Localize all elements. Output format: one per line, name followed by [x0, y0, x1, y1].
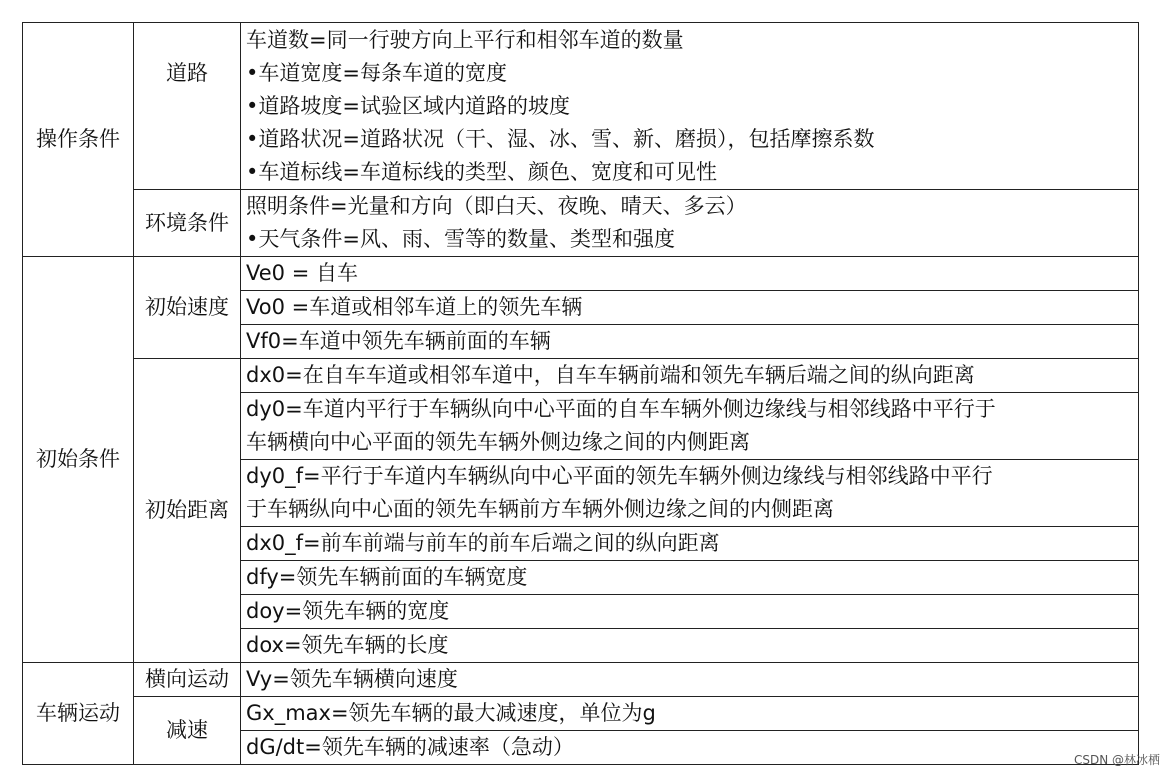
description-line: 照明条件=光量和方向（即白天、夜晚、晴天、多云） — [246, 194, 747, 218]
description-cell: dx0=在自车车道或相邻车道中，自车车辆前端和领先车辆后端之间的纵向距离 — [241, 359, 1139, 393]
description-cell — [241, 190, 1139, 257]
description-cell: dfy=领先车辆前面的车辆宽度 — [241, 561, 1139, 595]
table-row — [23, 23, 1139, 190]
description-line: •天气条件=风、雨、雪等的数量、类型和强度 — [246, 227, 675, 251]
parameter-table — [22, 22, 1139, 765]
group-cell: 道路 — [134, 23, 241, 190]
description-cell — [241, 23, 1139, 190]
category-cell: 初始条件 — [23, 257, 134, 663]
description-cell: Vo0 =车道或相邻车道上的领先车辆 — [241, 291, 1139, 325]
description-cell: Ve0 = 自车 — [241, 257, 1139, 291]
description-cell: Gx_max=领先车辆的最大减速度，单位为g — [241, 697, 1139, 731]
description-cell — [241, 460, 1139, 527]
category-cell: 操作条件 — [23, 23, 134, 257]
group-cell: 环境条件 — [134, 190, 241, 257]
description-line: 车辆横向中心平面的领先车辆外侧边缘之间的内侧距离 — [246, 430, 750, 454]
group-cell: 初始速度 — [134, 257, 241, 359]
description-line: •道路状况=道路状况（干、湿、冰、雪、新、磨损），包括摩擦系数 — [246, 126, 875, 151]
description-cell: Vf0=车道中领先车辆前面的车辆 — [241, 325, 1139, 359]
description-line: dy0=车道内平行于车辆纵向中心平面的自车车辆外侧边缘线与相邻线路中平行于 — [246, 397, 996, 421]
table-row — [23, 359, 1139, 393]
description-cell: Vy=领先车辆横向速度 — [241, 663, 1139, 697]
group-cell: 初始距离 — [134, 359, 241, 663]
table-row — [23, 697, 1139, 731]
category-cell: 车辆运动 — [23, 663, 134, 765]
group-cell: 减速 — [134, 697, 241, 765]
table-row — [23, 190, 1139, 257]
description-line: •车道标线=车道标线的类型、颜色、宽度和可见性 — [246, 159, 717, 184]
table-row — [23, 663, 1139, 697]
description-line: dy0_f=平行于车道内车辆纵向中心平面的领先车辆外侧边缘线与相邻线路中平行 — [246, 464, 993, 488]
description-cell: dox=领先车辆的长度 — [241, 629, 1139, 663]
group-cell: 横向运动 — [134, 663, 241, 697]
description-cell — [241, 393, 1139, 460]
description-cell: dG/dt=领先车辆的减速率（急动） — [241, 731, 1139, 765]
watermark-label: CSDN @林冰栖 — [1073, 753, 1160, 767]
description-cell: doy=领先车辆的宽度 — [241, 595, 1139, 629]
description-line: •道路坡度=试验区域内道路的坡度 — [246, 93, 570, 118]
table-row — [23, 257, 1139, 291]
description-cell: dx0_f=前车前端与前车的前车后端之间的纵向距离 — [241, 527, 1139, 561]
description-line: 于车辆纵向中心面的领先车辆前方车辆外侧边缘之间的内侧距离 — [246, 497, 834, 521]
description-line: 车道数=同一行驶方向上平行和相邻车道的数量 — [246, 27, 684, 52]
description-line: •车道宽度=每条车道的宽度 — [246, 60, 507, 85]
